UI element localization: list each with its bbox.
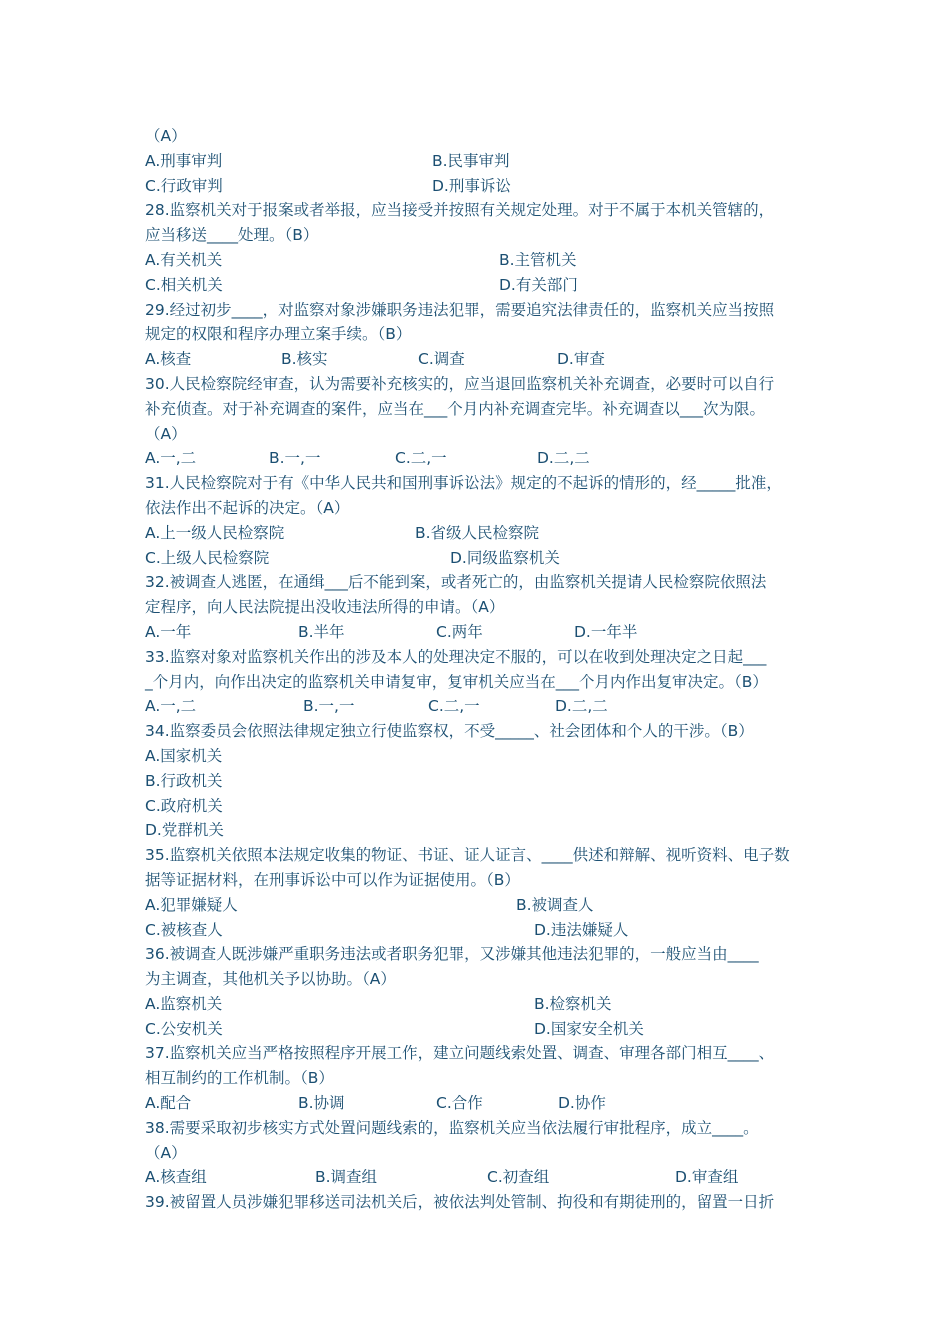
option: C.两年 [436,622,483,641]
option: B.协调 [298,1094,345,1113]
option: A.核查组 [145,1168,207,1187]
question-text: （A） [145,424,187,443]
question-text: 30.人民检察院经审查，认为需要补充核实的，应当退回监察机关补充调查，必要时可以自行 [145,374,775,393]
option: D.党群机关 [145,821,224,840]
question-text: 据等证据材料，在刑事诉讼中可以作为证据使用。（B） [145,870,520,889]
option: B.被调查人 [516,895,594,914]
question-text: 定程序，向人民法院提出没收违法所得的申请。（A） [145,598,505,617]
option-row [145,694,810,719]
option-row [145,546,810,571]
option-row [145,1091,810,1116]
option: C.调查 [418,350,465,369]
question-answer: （A） [145,127,187,145]
option: B.调查组 [315,1168,378,1187]
option: A.核查 [145,350,192,369]
question-text: 为主调查，其他机关予以协助。（A） [145,970,396,989]
question-text: 32.被调查人逃匿，在通缉___后不能到案，或者死亡的，由监察机关提请人民检察院依照法 [145,573,767,592]
option: A.监察机关 [145,994,223,1013]
question-text: 34.监察委员会依照法律规定独立行使监察权，不受_____、社会团体和个人的干涉。（B） [145,722,754,741]
option: C.上级人民检察院 [145,548,270,567]
option-row [145,893,810,918]
question-text: _个月内，向作出决定的监察机关申请复审，复审机关应当在___个月内作出复审决定。（B） [145,672,768,691]
question-text: 29.经过初步____，对监察对象涉嫌职务违法犯罪，需要追究法律责任的，监察机关应当按照 [145,300,775,319]
option: D.有关部门 [499,275,578,294]
option: C.初查组 [487,1168,550,1187]
question-list [145,124,810,1215]
option-row [145,174,810,199]
option: A.国家机关 [145,746,223,765]
option: C.政府机关 [145,796,223,815]
option: B.行政机关 [145,771,223,790]
option: A.一,二 [145,449,197,468]
option-row [145,446,810,471]
question-text: 33.监察对象对监察机关作出的涉及本人的处理决定不服的，可以在收到处理决定之日起___ [145,647,767,666]
question-text: 补充侦查。对于补充调查的案件，应当在___个月内补充调查完毕。补充调查以___次为限。 [145,399,766,418]
option-row [145,1165,810,1190]
option: D.二,二 [537,449,590,468]
option: C.相关机关 [145,275,223,294]
option: B.一,一 [269,449,321,468]
option-row [145,918,810,943]
option: B.检察机关 [534,994,612,1013]
option-row [145,347,810,372]
option: C.行政审判 [145,176,223,195]
question-text: 相互制约的工作机制。（B） [145,1069,334,1088]
option: D.审查组 [675,1168,739,1187]
question-text: 依法作出不起诉的决定。（A） [145,498,350,517]
option: B.民事审判 [432,151,510,170]
option: A.一,二 [145,697,197,716]
question-text: 35.监察机关依照本法规定收集的物证、书证、证人证言、____供述和辩解、视听资料、电子数 [145,846,790,865]
option: B.一,一 [303,697,355,716]
question-text: 38.需要采取初步核实方式处置问题线索的，监察机关应当依法履行审批程序，成立____。 [145,1118,759,1137]
option: B.省级人民检察院 [415,523,540,542]
option-row [145,248,810,273]
option: C.被核查人 [145,920,223,939]
option: A.犯罪嫌疑人 [145,895,238,914]
question-text: 36.被调查人既涉嫌严重职务违法或者职务犯罪，又涉嫌其他违法犯罪的，一般应当由____ [145,945,759,964]
question-text: 39.被留置人员涉嫌犯罪移送司法机关后，被依法判处管制、拘役和有期徒刑的，留置一日折 [145,1193,775,1212]
option: D.刑事诉讼 [432,176,511,195]
option: B.主管机关 [499,250,577,269]
option: D.审查 [557,350,605,369]
question-text: 37.监察机关应当严格按照程序开展工作，建立问题线索处置、调查、审理各部门相互____、 [145,1044,775,1063]
option: C.二,一 [395,449,447,468]
question-text: 规定的权限和程序办理立案手续。（B） [145,325,412,344]
option: C.公安机关 [145,1019,223,1038]
question-text: 31.人民检察院对于有《中华人民共和国刑事诉讼法》规定的不起诉的情形的，经_____批准， [145,474,782,493]
option-row [145,149,810,174]
option: A.一年 [145,622,192,641]
option: C.二,一 [428,697,480,716]
option-row [145,273,810,298]
option-row [145,620,810,645]
option: C.合作 [436,1094,483,1113]
option: B.核实 [281,350,328,369]
option-row [145,992,810,1017]
option: D.二,二 [555,697,608,716]
option: D.同级监察机关 [450,548,560,567]
question-text: （A） [145,1143,187,1162]
option: A.有关机关 [145,250,223,269]
question-text: 28.监察机关对于报案或者举报，应当接受并按照有关规定处理。对于不属于本机关管辖的， [145,201,775,220]
option: D.国家安全机关 [534,1019,644,1038]
option: D.一年半 [574,622,638,641]
option: B.半年 [298,622,345,641]
option: D.违法嫌疑人 [534,920,629,939]
option-row [145,521,810,546]
question-text: 应当移送____处理。（B） [145,226,319,245]
option: A.配合 [145,1094,192,1113]
option: A.刑事审判 [145,151,223,170]
option-row [145,1017,810,1042]
option: A.上一级人民检察院 [145,523,285,542]
option: D.协作 [558,1094,606,1113]
